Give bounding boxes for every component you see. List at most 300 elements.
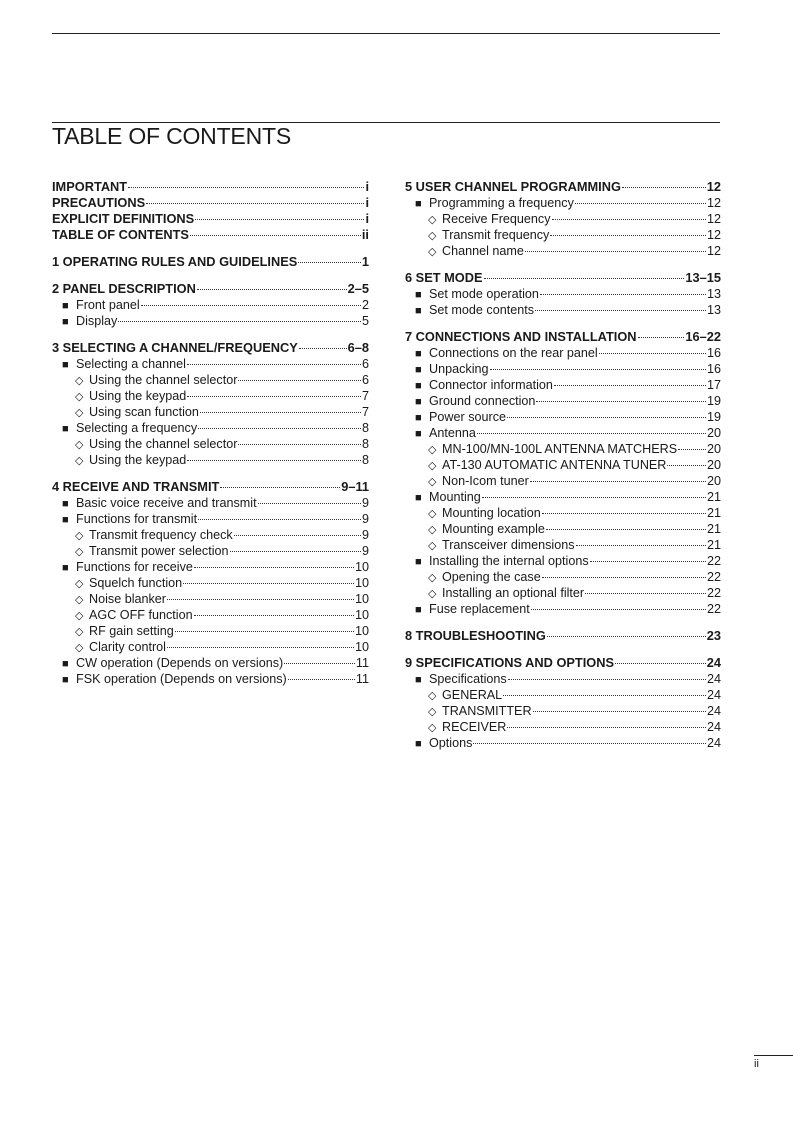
dot-leader (535, 310, 706, 311)
toc-entry-page: 16–22 (685, 329, 721, 344)
square-bullet-icon (415, 302, 429, 319)
toc-entry-page: 6–8 (347, 340, 369, 355)
diamond-bullet-icon (428, 457, 442, 474)
toc-entry[interactable] (405, 505, 721, 521)
toc-entry-label: Installing an optional filter (442, 586, 585, 600)
toc-entry[interactable] (52, 227, 369, 243)
dot-leader (220, 487, 340, 488)
dot-leader (167, 599, 354, 600)
dot-leader (298, 262, 361, 263)
dot-leader (477, 433, 706, 434)
dot-leader (238, 380, 361, 381)
square-bullet-icon (415, 671, 429, 688)
toc-entry[interactable] (405, 569, 721, 585)
toc-entry-label: MN-100/MN-100L ANTENNA MATCHERS (442, 442, 678, 456)
toc-entry[interactable] (405, 719, 721, 735)
toc-section (405, 270, 721, 318)
toc-entry-page: i (365, 179, 369, 194)
toc-entry-label: Fuse replacement (429, 602, 530, 616)
toc-left-column (52, 179, 369, 698)
toc-entry-label: Front panel (76, 298, 140, 312)
square-bullet-icon (62, 511, 76, 528)
toc-entry-page: 24 (706, 672, 721, 686)
toc-entry-page: 17 (706, 378, 721, 392)
dot-leader (230, 551, 361, 552)
toc-entry-page: 9 (361, 528, 369, 542)
toc-entry-page: 10 (354, 576, 369, 590)
toc-entry[interactable] (405, 521, 721, 537)
toc-entry-label: 3 SELECTING A CHANNEL/FREQUENCY (52, 340, 298, 355)
toc-entry-label: Antenna (429, 426, 476, 440)
diamond-bullet-icon (428, 703, 442, 720)
toc-entry[interactable] (52, 591, 369, 607)
square-bullet-icon (415, 601, 429, 618)
toc-entry-label: Using the keypad (89, 453, 187, 467)
toc-entry-page: 6 (361, 357, 369, 371)
dot-leader (507, 727, 706, 728)
toc-entry-page: 11 (355, 656, 369, 670)
diamond-bullet-icon (428, 537, 442, 554)
toc-entry-page: 24 (706, 704, 721, 718)
diamond-bullet-icon (75, 527, 89, 544)
toc-entry-label: AGC OFF function (89, 608, 193, 622)
diamond-bullet-icon (428, 719, 442, 736)
dot-leader (195, 219, 364, 220)
square-bullet-icon (415, 195, 429, 212)
diamond-bullet-icon (75, 452, 89, 469)
toc-entry-page: 9 (361, 512, 369, 526)
toc-entry[interactable] (52, 527, 369, 543)
toc-entry-page: i (365, 195, 369, 210)
toc-entry-label: Transmit frequency check (89, 528, 233, 542)
toc-entry-page: 7 (361, 405, 369, 419)
dot-leader (473, 743, 706, 744)
toc-entry-label: RF gain setting (89, 624, 174, 638)
toc-entry[interactable] (52, 420, 369, 436)
toc-entry-label: 5 USER CHANNEL PROGRAMMING (405, 179, 621, 194)
toc-entry[interactable] (405, 425, 721, 441)
toc-entry[interactable] (52, 495, 369, 511)
toc-entry-page: 21 (706, 538, 721, 552)
toc-entry-label: Using the channel selector (89, 437, 238, 451)
toc-entry-page: 21 (706, 522, 721, 536)
toc-entry[interactable] (405, 361, 721, 377)
toc-entry[interactable] (52, 313, 369, 329)
toc-entry-label: Installing the internal options (429, 554, 589, 568)
toc-entry[interactable] (52, 559, 369, 575)
toc-entry-page: 24 (706, 720, 721, 734)
toc-entry-page: 9–11 (341, 479, 369, 494)
toc-entry-label: Non-Icom tuner (442, 474, 529, 488)
toc-entry-page: 12 (706, 228, 721, 242)
dot-leader (187, 364, 361, 365)
toc-entry[interactable] (52, 179, 369, 195)
toc-entry[interactable] (52, 511, 369, 527)
toc-entry[interactable] (405, 179, 721, 195)
toc-entry-label: Power source (429, 410, 506, 424)
toc-entry[interactable] (405, 345, 721, 361)
dot-leader (554, 385, 706, 386)
toc-entry[interactable] (405, 441, 721, 457)
toc-entry[interactable] (405, 195, 721, 211)
diamond-bullet-icon (75, 436, 89, 453)
toc-entry-page: 12 (706, 244, 721, 258)
toc-entry-page: 10 (354, 560, 369, 574)
square-bullet-icon (415, 409, 429, 426)
dot-leader (542, 513, 706, 514)
toc-entry[interactable] (52, 356, 369, 372)
diamond-bullet-icon (428, 505, 442, 522)
diamond-bullet-icon (428, 569, 442, 586)
toc-entry-page: 16 (706, 362, 721, 376)
toc-entry-label: Selecting a channel (76, 357, 186, 371)
toc-entry-page: 20 (706, 458, 721, 472)
dot-leader (484, 278, 685, 279)
toc-section (405, 655, 721, 751)
toc-entry-label: PRECAUTIONS (52, 195, 146, 210)
dot-leader (175, 631, 354, 632)
dot-leader (258, 503, 361, 504)
square-bullet-icon (62, 420, 76, 437)
toc-entry-label: Receive Frequency (442, 212, 551, 226)
toc-entry[interactable] (405, 270, 721, 286)
dot-leader (530, 481, 706, 482)
toc-entry-page: 22 (706, 602, 721, 616)
toc-entry[interactable] (405, 703, 721, 719)
toc-entry-page: 19 (706, 410, 721, 424)
toc-entry-page: ii (361, 227, 369, 242)
toc-entry-page: 8 (361, 421, 369, 435)
toc-entry[interactable] (52, 607, 369, 623)
toc-section (405, 628, 721, 644)
dot-leader (234, 535, 361, 536)
toc-entry-label: Using scan function (89, 405, 199, 419)
toc-entry[interactable] (52, 479, 369, 495)
square-bullet-icon (62, 297, 76, 314)
toc-entry-page: 22 (706, 586, 721, 600)
toc-entry-page: i (365, 211, 369, 226)
dot-leader (546, 529, 706, 530)
toc-entry-label: Display (76, 314, 118, 328)
dot-leader (284, 663, 355, 664)
dot-leader (194, 567, 354, 568)
toc-entry-label: Using the keypad (89, 389, 187, 403)
dot-leader (531, 609, 706, 610)
toc-entry-label: 8 TROUBLESHOOTING (405, 628, 546, 643)
toc-entry-label: 4 RECEIVE AND TRANSMIT (52, 479, 220, 494)
dot-leader (482, 497, 706, 498)
dot-leader (590, 561, 706, 562)
toc-entry[interactable] (405, 601, 721, 617)
toc-entry-label: 9 SPECIFICATIONS AND OPTIONS (405, 655, 615, 670)
toc-entry[interactable] (52, 452, 369, 468)
toc-entry-page: 16 (706, 346, 721, 360)
dot-leader (190, 235, 361, 236)
dot-leader (550, 235, 706, 236)
toc-entry[interactable] (405, 243, 721, 259)
toc-entry[interactable] (405, 671, 721, 687)
toc-entry[interactable] (52, 404, 369, 420)
dot-leader (198, 428, 361, 429)
toc-entry-label: Mounting example (442, 522, 545, 536)
toc-entry-page: 21 (706, 506, 721, 520)
dot-leader (288, 679, 355, 680)
diamond-bullet-icon (428, 441, 442, 458)
toc-entry[interactable] (52, 297, 369, 313)
toc-entry[interactable] (52, 211, 369, 227)
toc-entry[interactable] (52, 254, 369, 270)
toc-entry-label: Mounting location (442, 506, 541, 520)
dot-leader (547, 636, 706, 637)
toc-entry[interactable] (52, 655, 369, 671)
dot-leader (507, 417, 706, 418)
diamond-bullet-icon (75, 623, 89, 640)
toc-entry[interactable] (52, 623, 369, 639)
square-bullet-icon (62, 655, 76, 672)
toc-entry-label: Functions for receive (76, 560, 193, 574)
toc-entry-label: RECEIVER (442, 720, 507, 734)
toc-entry[interactable] (405, 302, 721, 318)
toc-section (405, 179, 721, 259)
toc-entry-label: Noise blanker (89, 592, 167, 606)
toc-section (405, 329, 721, 617)
diamond-bullet-icon (428, 243, 442, 260)
toc-entry[interactable] (52, 575, 369, 591)
square-bullet-icon (62, 559, 76, 576)
toc-entry-page: 13 (706, 287, 721, 301)
diamond-bullet-icon (428, 473, 442, 490)
toc-entry-label: Specifications (429, 672, 507, 686)
square-bullet-icon (62, 313, 76, 330)
dot-leader (508, 679, 706, 680)
toc-entry-page: 5 (361, 314, 369, 328)
page-number-rule (754, 1055, 793, 1056)
dot-leader (238, 444, 361, 445)
toc-entry[interactable] (405, 211, 721, 227)
toc-entry-label: TABLE OF CONTENTS (52, 227, 189, 242)
toc-entry-label: Programming a frequency (429, 196, 574, 210)
toc-entry-page: 9 (361, 544, 369, 558)
toc-entry-label: Unpacking (429, 362, 489, 376)
dot-leader (128, 187, 364, 188)
toc-entry[interactable] (52, 639, 369, 655)
toc-entry[interactable] (405, 553, 721, 569)
toc-entry[interactable] (52, 195, 369, 211)
dot-leader (118, 321, 361, 322)
dot-leader (536, 401, 706, 402)
toc-entry[interactable] (405, 585, 721, 601)
square-bullet-icon (415, 735, 429, 752)
dot-leader (533, 711, 706, 712)
toc-entry-page: 2–5 (347, 281, 369, 296)
toc-entry[interactable] (405, 687, 721, 703)
toc-entry-page: 6 (361, 373, 369, 387)
diamond-bullet-icon (428, 521, 442, 538)
toc-entry-page: 10 (354, 624, 369, 638)
toc-entry[interactable] (405, 473, 721, 489)
square-bullet-icon (415, 361, 429, 378)
toc-entry[interactable] (405, 377, 721, 393)
toc-entry[interactable] (405, 735, 721, 751)
square-bullet-icon (415, 425, 429, 442)
toc-entry-label: Connections on the rear panel (429, 346, 598, 360)
dot-leader (599, 353, 706, 354)
toc-entry-page: 7 (361, 389, 369, 403)
toc-entry-label: Transmit power selection (89, 544, 229, 558)
dot-leader (667, 465, 706, 466)
toc-entry[interactable] (405, 409, 721, 425)
diamond-bullet-icon (75, 404, 89, 421)
dot-leader (187, 460, 361, 461)
header-rule (52, 33, 720, 34)
dot-leader (490, 369, 706, 370)
toc-entry-label: TRANSMITTER (442, 704, 532, 718)
toc-entry-page: 24 (706, 736, 721, 750)
toc-entry[interactable] (52, 543, 369, 559)
toc-entry-page: 19 (706, 394, 721, 408)
toc-entry[interactable] (52, 340, 369, 356)
toc-entry[interactable] (405, 329, 721, 345)
toc-entry-page: 22 (706, 554, 721, 568)
dot-leader (542, 577, 706, 578)
page-number: ii (754, 1058, 759, 1070)
toc-entry-page: 21 (706, 490, 721, 504)
toc-entry-label: Channel name (442, 244, 524, 258)
dot-leader (622, 187, 706, 188)
page-title: TABLE OF CONTENTS (52, 123, 291, 149)
toc-entry-page: 12 (706, 196, 721, 210)
dot-leader (167, 647, 354, 648)
toc-entry-label: Selecting a frequency (76, 421, 198, 435)
square-bullet-icon (415, 393, 429, 410)
toc-entry-label: Connector information (429, 378, 553, 392)
toc-entry[interactable] (52, 281, 369, 297)
diamond-bullet-icon (75, 639, 89, 656)
toc-entry-page: 12 (706, 212, 721, 226)
diamond-bullet-icon (75, 591, 89, 608)
dot-leader (585, 593, 706, 594)
toc-entry-page: 10 (354, 608, 369, 622)
toc-entry[interactable] (52, 388, 369, 404)
diamond-bullet-icon (428, 211, 442, 228)
toc-entry[interactable] (405, 537, 721, 553)
diamond-bullet-icon (75, 543, 89, 560)
toc-entry-label: Transmit frequency (442, 228, 550, 242)
dot-leader (198, 519, 361, 520)
toc-entry-label: EXPLICIT DEFINITIONS (52, 211, 195, 226)
toc-entry[interactable] (52, 372, 369, 388)
toc-entry-page: 2 (361, 298, 369, 312)
toc-entry[interactable] (405, 628, 721, 644)
toc-section (52, 340, 369, 468)
dot-leader (615, 663, 706, 664)
toc-entry[interactable] (405, 393, 721, 409)
dot-leader (575, 203, 706, 204)
toc-entry-label: Set mode contents (429, 303, 535, 317)
toc-section (52, 479, 369, 687)
toc-entry-label: CW operation (Depends on versions) (76, 656, 284, 670)
dot-leader (200, 412, 361, 413)
toc-entry-page: 20 (706, 426, 721, 440)
toc-entry-page: 24 (706, 655, 721, 670)
dot-leader (183, 583, 354, 584)
dot-leader (552, 219, 706, 220)
toc-entry[interactable] (405, 286, 721, 302)
toc-entry-label: Mounting (429, 490, 481, 504)
dot-leader (187, 396, 361, 397)
toc-entry-label: Functions for transmit (76, 512, 198, 526)
square-bullet-icon (62, 671, 76, 688)
toc-entry-page: 22 (706, 570, 721, 584)
diamond-bullet-icon (75, 575, 89, 592)
dot-leader (197, 289, 347, 290)
toc-entry-page: 10 (354, 640, 369, 654)
diamond-bullet-icon (75, 388, 89, 405)
toc-entry-page: 13 (706, 303, 721, 317)
toc-entry-label: IMPORTANT (52, 179, 128, 194)
diamond-bullet-icon (428, 687, 442, 704)
toc-section (52, 179, 369, 243)
toc-entry[interactable] (405, 457, 721, 473)
toc-entry-page: 1 (361, 254, 369, 269)
dot-leader (194, 615, 354, 616)
dot-leader (638, 337, 685, 338)
toc-entry[interactable] (405, 489, 721, 505)
square-bullet-icon (415, 489, 429, 506)
diamond-bullet-icon (75, 372, 89, 389)
toc-entry-label: Options (429, 736, 473, 750)
toc-entry-label: 6 SET MODE (405, 270, 483, 285)
toc-entry[interactable] (405, 227, 721, 243)
toc-entry[interactable] (52, 671, 369, 687)
toc-entry-page: 20 (706, 474, 721, 488)
toc-entry-label: 1 OPERATING RULES AND GUIDELINES (52, 254, 298, 269)
toc-entry-label: Clarity control (89, 640, 166, 654)
dot-leader (678, 449, 706, 450)
toc-entry-label: Squelch function (89, 576, 183, 590)
toc-entry-label: Ground connection (429, 394, 536, 408)
dot-leader (525, 251, 706, 252)
toc-entry-label: Basic voice receive and transmit (76, 496, 257, 510)
toc-right-column (405, 179, 721, 762)
toc-entry-label: GENERAL (442, 688, 503, 702)
diamond-bullet-icon (428, 585, 442, 602)
dot-leader (576, 545, 706, 546)
square-bullet-icon (62, 356, 76, 373)
dot-leader (299, 348, 347, 349)
dot-leader (141, 305, 361, 306)
toc-entry[interactable] (52, 436, 369, 452)
dot-leader (503, 695, 706, 696)
square-bullet-icon (415, 345, 429, 362)
square-bullet-icon (415, 553, 429, 570)
toc-entry-page: 10 (354, 592, 369, 606)
toc-entry-page: 8 (361, 453, 369, 467)
toc-entry-page: 24 (706, 688, 721, 702)
toc-entry-label: 2 PANEL DESCRIPTION (52, 281, 196, 296)
toc-entry-label: Set mode operation (429, 287, 539, 301)
dot-leader (540, 294, 706, 295)
toc-entry-page: 8 (361, 437, 369, 451)
toc-entry-page: 12 (706, 179, 721, 194)
toc-entry-label: Opening the case (442, 570, 541, 584)
dot-leader (146, 203, 364, 204)
toc-entry-page: 20 (706, 442, 721, 456)
toc-entry-page: 9 (361, 496, 369, 510)
toc-entry-page: 13–15 (685, 270, 721, 285)
toc-entry-label: 7 CONNECTIONS AND INSTALLATION (405, 329, 637, 344)
toc-entry[interactable] (405, 655, 721, 671)
